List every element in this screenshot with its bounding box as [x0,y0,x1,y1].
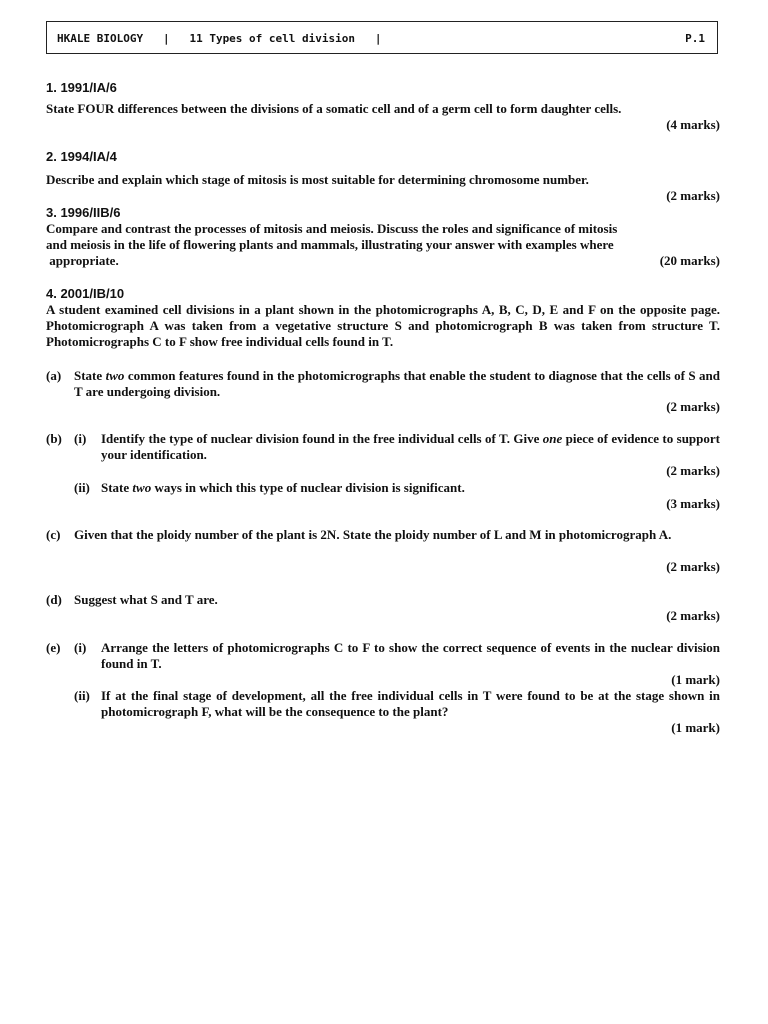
question-1-text: State FOUR differences between the divisions of a somatic cell and of a germ cell to form daughter cells. [46,101,622,116]
part-c-marks: (2 marks) [666,559,720,574]
emphasis-two: two [105,368,125,383]
part-e-label: (e) [46,640,61,655]
part-c-label: (c) [46,527,61,542]
part-b-i-text: Identify the type of nuclear division found in the free individual cells of T. Give one piece of evidence to support your identification. [101,431,720,463]
part-b-ii-label: (ii) [74,480,90,495]
part-e-i-text: Arrange the letters of photomicrographs C to F to show the correct sequence of events in the nuclear division found in T. [101,640,720,672]
part-a-text: State two common features found in the photomicrographs that enable the student to diagnose that the cells of S and T are undergoing division. [74,368,720,400]
question-3-line-2: and meiosis in the life of flowering plants and mammals, illustrating your answer with examples where [46,237,614,252]
page-header [46,21,718,54]
part-a-marks: (2 marks) [666,399,720,414]
part-d-text: Suggest what S and T are. [74,592,218,607]
question-3-heading: 3. 1996/IIB/6 [46,205,121,220]
part-e-ii-label: (ii) [74,688,90,703]
question-1-heading: 1. 1991/IA/6 [46,80,117,95]
question-3-line-3: appropriate. [46,253,119,268]
part-b-i-label: (i) [74,431,87,446]
question-4-heading: 4. 2001/IB/10 [46,286,125,301]
part-b-ii-text: State two ways in which this type of nuclear division is significant. [101,480,465,495]
question-3-marks: (20 marks) [659,253,720,268]
question-3-line-1: Compare and contrast the processes of mitosis and meiosis. Discuss the roles and significance of mitosis [46,221,618,236]
part-e-ii-marks: (1 mark) [671,720,720,735]
part-d-marks: (2 marks) [666,608,720,623]
question-2-marks: (2 marks) [666,188,720,203]
page-number: P.1 [685,32,705,45]
part-e-ii-text: If at the final stage of development, all the free individual cells in T were found to be at the stage shown in photomicrograph F, what will be the consequence to the plant? [101,688,720,720]
emphasis-one: one [542,431,563,446]
part-a-label: (a) [46,368,62,383]
question-1-marks: (4 marks) [666,117,720,132]
part-b-label: (b) [46,431,62,446]
header-title: HKALE BIOLOGY | 11 Types of cell division | [57,32,382,45]
question-2-heading: 2. 1994/IA/4 [46,149,117,164]
part-e-i-label: (i) [74,640,87,655]
question-4-intro: A student examined cell divisions in a plant shown in the photomicrographs A, B, C, D, E and F on the opposite page. Photomicrograph A was taken from a vegetative structure S and photomicrograph B was taken from structure T. Photomicrographs C to F show free individual cells found in T. [46,302,720,350]
part-d-label: (d) [46,592,62,607]
part-b-i-marks: (2 marks) [666,463,720,478]
part-e-i-marks: (1 mark) [671,672,720,687]
emphasis-two: two [132,480,152,495]
part-c-text: Given that the ploidy number of the plant is 2N. State the ploidy number of L and M in photomicrograph A. [74,527,672,542]
part-b-ii-marks: (3 marks) [666,496,720,511]
question-2-text: Describe and explain which stage of mitosis is most suitable for determining chromosome number. [46,172,589,187]
